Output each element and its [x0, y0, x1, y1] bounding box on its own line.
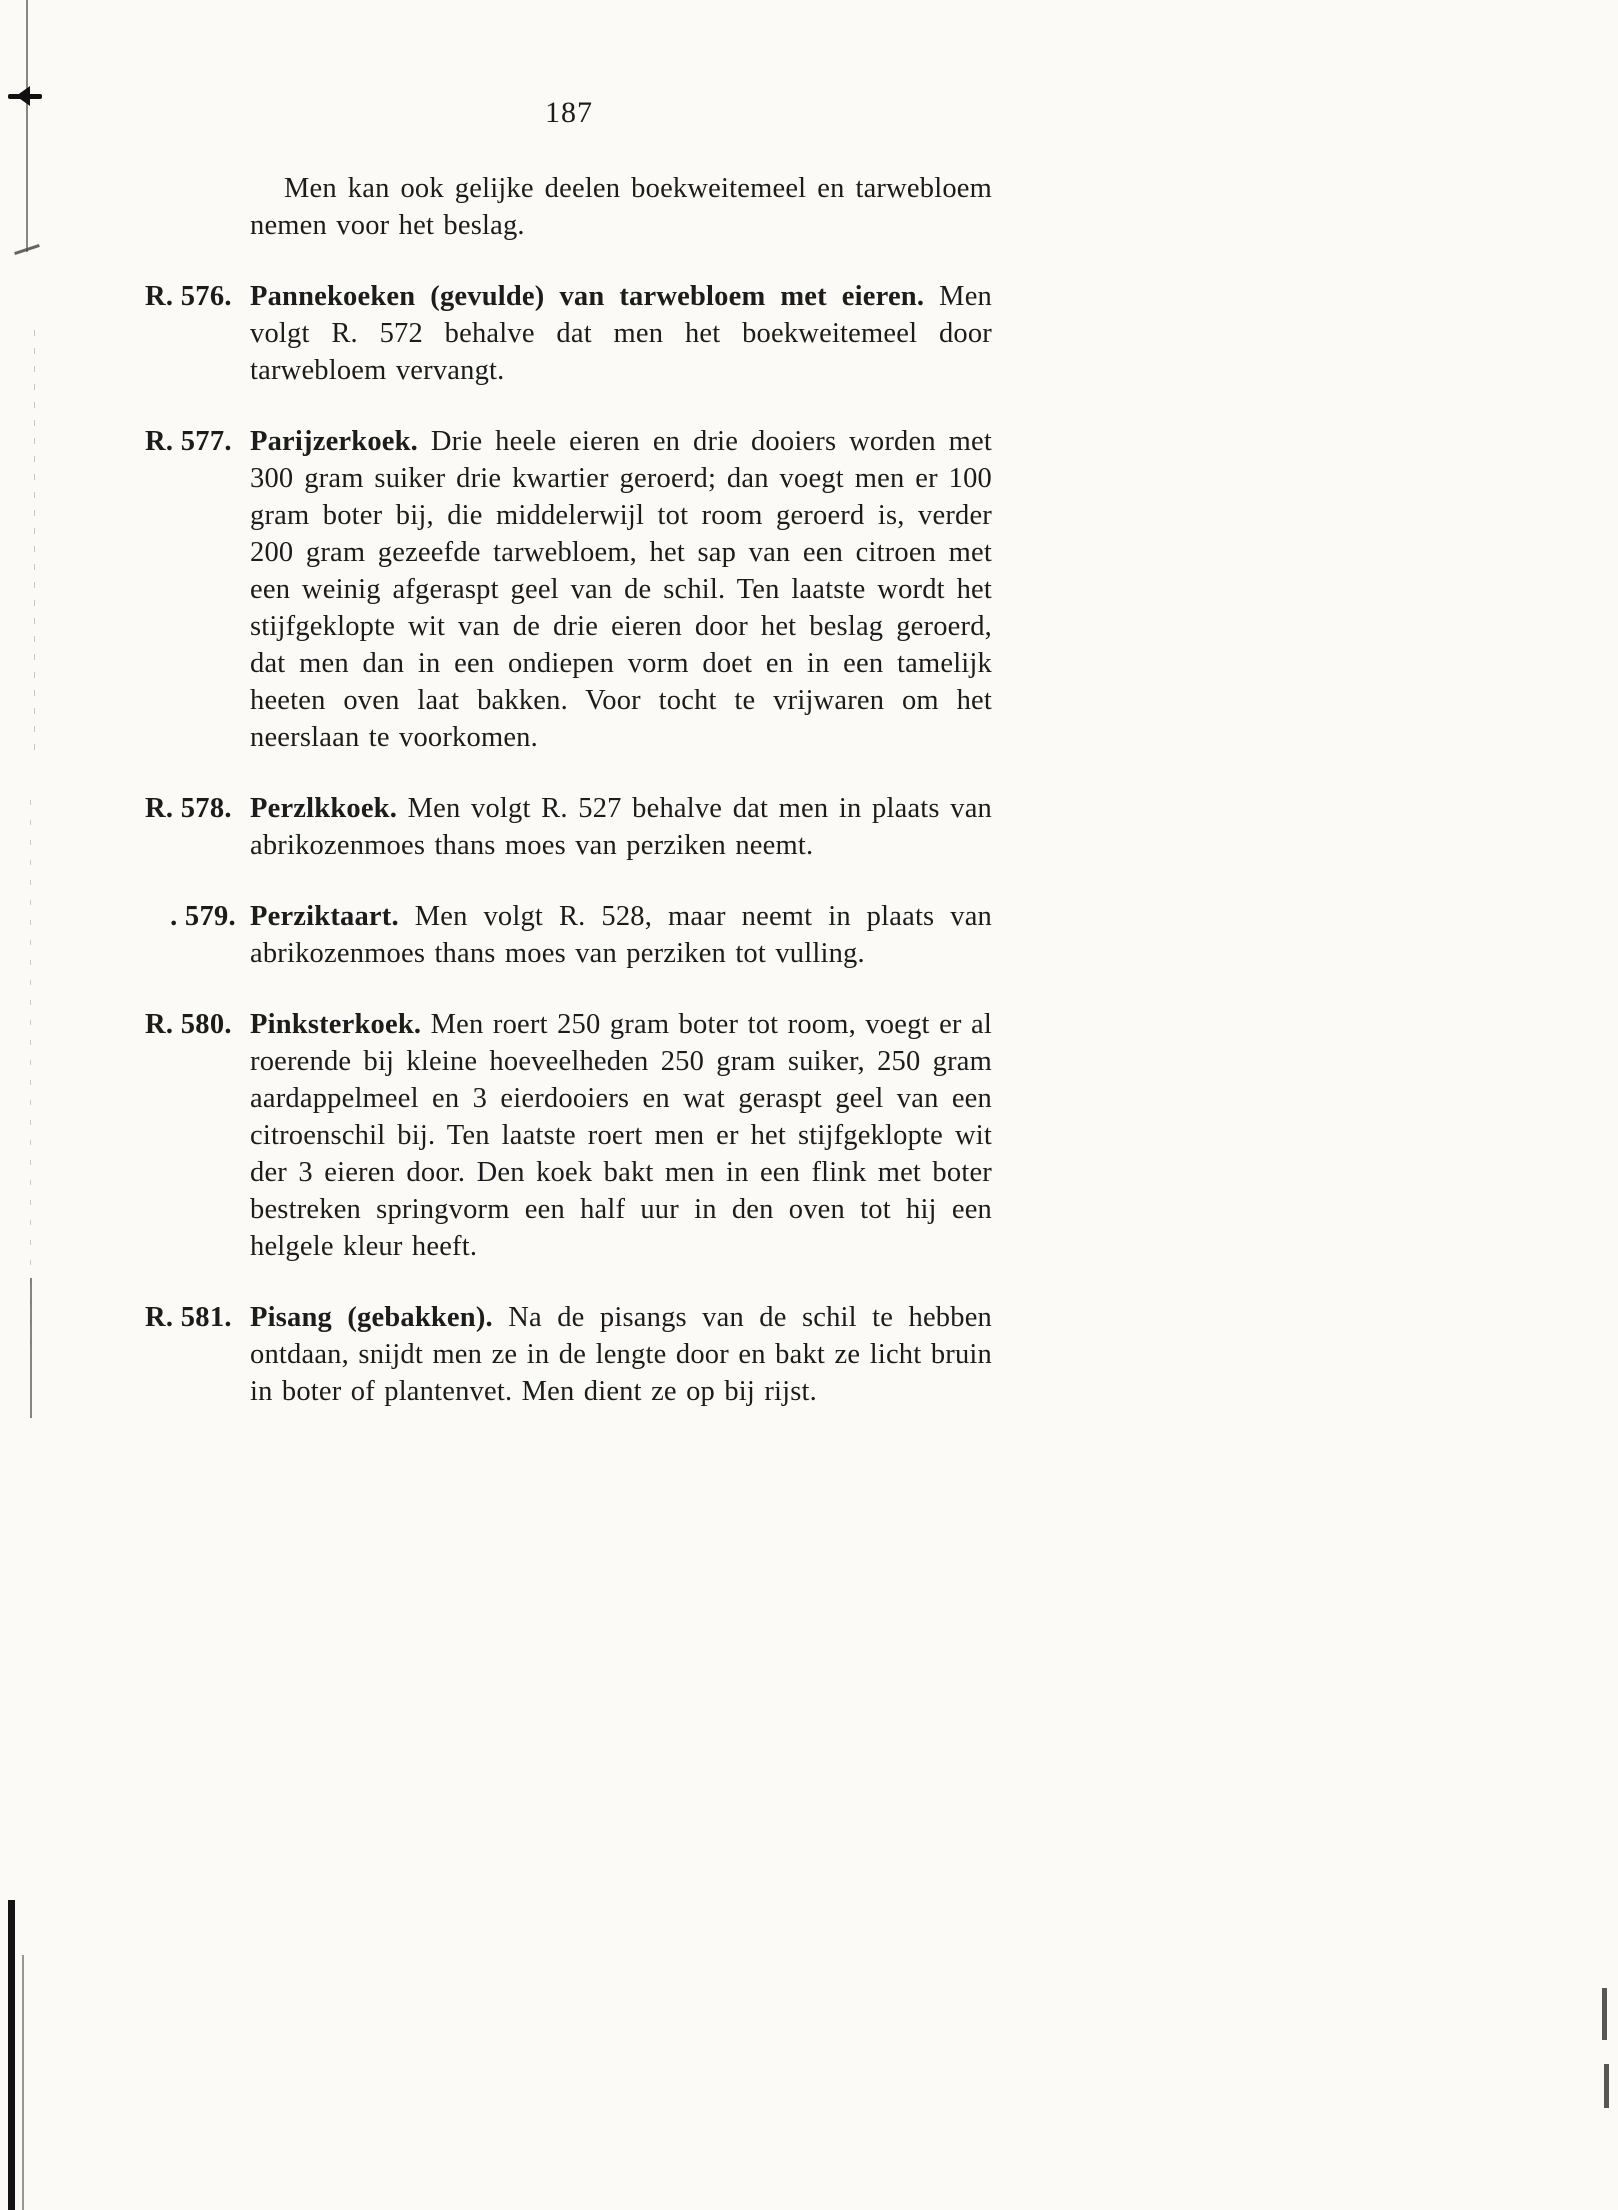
recipe-text: Men volgt R. 527 behalve dat men in plaats van abrikozenmoes thans moes van perziken neemt.	[250, 793, 992, 861]
scan-dash-right-lower	[1604, 2064, 1609, 2108]
recipe-entry-578	[145, 790, 993, 864]
page-number: 187	[545, 96, 593, 129]
page-content	[145, 96, 993, 1444]
recipe-text: Men volgt R. 572 behalve dat men het boekweitemeel door tarwebloem vervangt.	[250, 281, 992, 386]
recipe-text: Drie heele eieren en drie dooiers worden met 300 gram suiker drie kwartier geroerd; dan voegt men er 100 gram boter bij, die middelerwijl tot room geroerd is, verder 200 gram gezeefde tarwebloem, het sap van een citroen met een weinig afgeraspt geel van de schil. Ten laatste wordt het stijfgeklopte wit van de drie eieren door het beslag geroerd, dat men dan in een ondiepen vorm doet en in een tamelijk heeten oven laat bakken. Voor tocht te vrijwaren om het neerslaan te voorkomen.	[250, 426, 993, 753]
recipe-label: R. 576.	[145, 281, 232, 312]
scan-thin-line-left	[30, 1278, 32, 1418]
recipe-title: Perziktaart.	[250, 901, 399, 932]
scan-arrow-mark-icon	[8, 86, 42, 106]
recipe-title: Parijzerkoek.	[250, 426, 418, 457]
scan-thick-bar-bottom-left	[8, 1900, 15, 2210]
scan-thin-line-bottom-left	[22, 1955, 24, 2210]
recipe-title: Perzlkkoek.	[250, 793, 398, 824]
recipe-body	[250, 1299, 992, 1410]
recipe-label: R. 578.	[145, 793, 232, 824]
recipe-label: R. 577.	[145, 426, 232, 457]
scan-dash-right-upper	[1602, 1988, 1607, 2040]
recipe-entry-577	[145, 423, 993, 756]
recipe-title: Pinksterkoek.	[250, 1009, 422, 1040]
recipe-label: R. 580.	[145, 1009, 232, 1040]
recipe-text: Men roert 250 gram boter tot room, voegt er al roerende bij kleine hoeveelheden 250 gram suiker, 250 gram aardappelmeel en 3 eierdooiers en wat geraspt geel van een citroenschil bij. Ten laatste roert men er het stijfgeklopte wit der 3 eieren door. Den koek bakt men in een flink met boter bestreken springvorm een half uur in den oven tot hij een helgele kleur heeft.	[250, 1009, 992, 1262]
recipe-label: . 579.	[170, 901, 236, 932]
recipe-body	[250, 278, 992, 389]
scan-hairline-top-left	[26, 0, 28, 252]
scan-arrow-shaft	[8, 94, 42, 99]
recipe-body	[250, 423, 992, 756]
recipe-entry-580	[145, 1006, 993, 1265]
recipe-entry-581	[145, 1299, 993, 1410]
recipe-body	[250, 1006, 992, 1265]
scan-dotted-line-lower	[30, 800, 31, 1360]
recipe-entry-576	[145, 278, 993, 389]
scan-dotted-line-upper	[34, 330, 35, 750]
recipe-label: R. 581.	[145, 1302, 232, 1333]
recipe-text: Men volgt R. 528, maar neemt in plaats van abrikozenmoes thans moes van perziken tot vulling.	[250, 901, 993, 969]
intro-paragraph: Men kan ook gelijke deelen boekweitemeel en tarwebloem nemen voor het beslag.	[250, 173, 992, 241]
recipe-text: Na de pisangs van de schil te hebben ontdaan, snijdt men ze in de lengte door en bakt ze licht bruin in boter of plantenvet. Men dient ze op bij rijst.	[250, 1302, 992, 1407]
recipe-body	[250, 898, 992, 972]
recipe-body	[250, 790, 992, 864]
recipe-entry-579	[145, 898, 993, 972]
recipe-title: Pisang (gebakken).	[250, 1302, 493, 1333]
recipe-title: Pannekoeken (gevulde) van tarwebloem met eieren.	[250, 281, 925, 312]
